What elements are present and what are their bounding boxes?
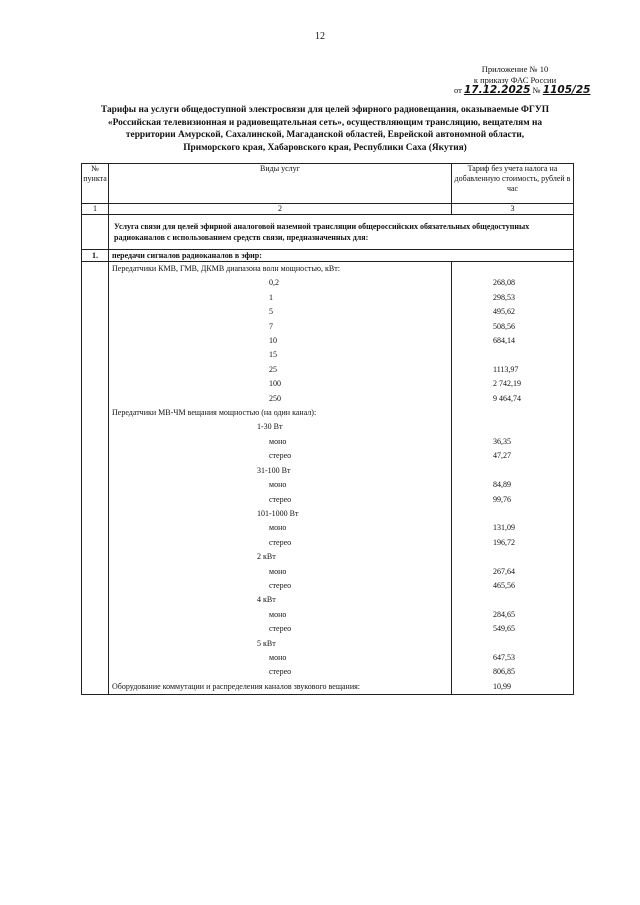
row-number-cell	[82, 622, 109, 636]
service-cell: Передатчики КМВ, ГМВ, ДКМВ диапазона волн мощностью, кВт:	[109, 262, 452, 277]
tariff-cell: 647,53	[452, 651, 574, 665]
item-row	[82, 250, 574, 262]
service-cell: 2 кВт	[109, 550, 452, 564]
table-row	[82, 680, 574, 695]
tariff-cell	[452, 420, 574, 434]
table-row	[82, 550, 574, 564]
service-cell: 15	[109, 348, 452, 362]
table-header-row	[82, 164, 574, 204]
tariff-cell	[452, 550, 574, 564]
table-row	[82, 464, 574, 478]
appendix-block	[440, 64, 590, 96]
row-number-cell	[82, 464, 109, 478]
item-title: передачи сигналов радиоканалов в эфир:	[109, 250, 574, 262]
row-number-cell	[82, 363, 109, 377]
tariff-cell: 99,76	[452, 493, 574, 507]
table-row	[82, 493, 574, 507]
row-number-cell	[82, 507, 109, 521]
tariff-cell: 465,56	[452, 579, 574, 593]
row-number-cell	[82, 392, 109, 406]
row-number-cell	[82, 348, 109, 362]
column-number-row	[82, 204, 574, 215]
tariff-cell	[452, 262, 574, 277]
service-cell: стерео	[109, 665, 452, 679]
appendix-line-1: Приложение № 10	[481, 64, 549, 74]
table-row	[82, 608, 574, 622]
tariff-cell	[452, 507, 574, 521]
service-cell: Оборудование коммутации и распределения каналов звукового вещания:	[109, 680, 452, 695]
service-cell: 101-1000 Вт	[109, 507, 452, 521]
row-number-cell	[82, 406, 109, 420]
table-row	[82, 305, 574, 319]
service-cell: 4 кВт	[109, 593, 452, 607]
row-number-cell	[82, 493, 109, 507]
tariff-cell: 196,72	[452, 536, 574, 550]
service-cell: стерео	[109, 579, 452, 593]
header-tariff: Тариф без учета налога на добавленную стоимость, рублей в час	[452, 164, 574, 204]
table-row	[82, 478, 574, 492]
row-number-cell	[82, 276, 109, 290]
order-number: 1105/25	[542, 84, 591, 96]
tariff-cell: 684,14	[452, 334, 574, 348]
table-row	[82, 363, 574, 377]
service-cell: 0,2	[109, 276, 452, 290]
table-row	[82, 435, 574, 449]
table-row	[82, 507, 574, 521]
table-row	[82, 622, 574, 636]
order-number-prefix: №	[532, 85, 541, 95]
row-number-cell	[82, 536, 109, 550]
service-cell: моно	[109, 651, 452, 665]
header-services: Виды услуг	[109, 164, 452, 204]
service-cell: 7	[109, 320, 452, 334]
tariff-table	[81, 163, 574, 695]
service-cell: 5	[109, 305, 452, 319]
service-cell: стерео	[109, 536, 452, 550]
table-row	[82, 579, 574, 593]
service-cell: 250	[109, 392, 452, 406]
service-cell: стерео	[109, 622, 452, 636]
order-date: 17.12.2025	[463, 84, 531, 96]
tariff-cell: 267,64	[452, 565, 574, 579]
table-row	[82, 536, 574, 550]
table-row	[82, 377, 574, 391]
row-number-cell	[82, 449, 109, 463]
row-number-cell	[82, 665, 109, 679]
row-number-cell	[82, 377, 109, 391]
row-number-cell	[82, 320, 109, 334]
page-number: 12	[315, 31, 325, 42]
item-number: 1.	[82, 250, 109, 262]
table-row	[82, 320, 574, 334]
table-row	[82, 276, 574, 290]
document-title: Тарифы на услуги общедоступной электросвязи для целей эфирного радиовещания, оказываемые ФГУП «Российская телевизионная и радиовещательная сеть», осуществляющим трансляцию, вещателям на территории Амурской, Сахалинской, Магаданской областей, Еврейской автономной области, Приморского края, Хабаровского края, Республики Саха (Якутия)	[100, 105, 550, 153]
tariff-cell: 84,89	[452, 478, 574, 492]
table-row	[82, 521, 574, 535]
service-cell: 10	[109, 334, 452, 348]
row-number-cell	[82, 579, 109, 593]
column-number: 3	[452, 204, 574, 215]
row-number-cell	[82, 435, 109, 449]
table-row	[82, 334, 574, 348]
service-cell: 100	[109, 377, 452, 391]
table-row	[82, 565, 574, 579]
service-cell: 1	[109, 291, 452, 305]
tariff-cell	[452, 406, 574, 420]
tariff-cell: 284,65	[452, 608, 574, 622]
row-number-cell	[82, 680, 109, 695]
section-number-cell	[82, 215, 109, 250]
table-row	[82, 420, 574, 434]
tariff-cell: 10,99	[452, 680, 574, 695]
table-row	[82, 392, 574, 406]
service-cell: моно	[109, 478, 452, 492]
service-cell: стерео	[109, 493, 452, 507]
row-number-cell	[82, 565, 109, 579]
service-cell: 5 кВт	[109, 637, 452, 651]
row-number-cell	[82, 305, 109, 319]
table-row	[82, 593, 574, 607]
tariff-cell: 806,85	[452, 665, 574, 679]
tariff-cell: 131,09	[452, 521, 574, 535]
service-cell: 25	[109, 363, 452, 377]
row-number-cell	[82, 262, 109, 277]
row-number-cell	[82, 291, 109, 305]
tariff-cell: 508,56	[452, 320, 574, 334]
service-cell: 1-30 Вт	[109, 420, 452, 434]
table-row	[82, 637, 574, 651]
row-number-cell	[82, 420, 109, 434]
table-row	[82, 262, 574, 277]
service-cell: моно	[109, 608, 452, 622]
table-row	[82, 406, 574, 420]
tariff-cell: 268,08	[452, 276, 574, 290]
tariff-cell	[452, 348, 574, 362]
header-number: № пункта	[82, 164, 109, 204]
table-row	[82, 348, 574, 362]
service-cell: стерео	[109, 449, 452, 463]
tariff-cell: 495,62	[452, 305, 574, 319]
service-cell: моно	[109, 565, 452, 579]
row-number-cell	[82, 550, 109, 564]
tariff-cell	[452, 464, 574, 478]
section-title: Услуга связи для целей эфирной аналоговой наземной трансляции общероссийских обязательных общедоступных радиоканалов с использованием средств связи, предназначенных для:	[109, 215, 574, 250]
tariff-cell: 2 742,19	[452, 377, 574, 391]
order-reference	[454, 85, 590, 96]
section-row	[82, 215, 574, 250]
row-number-cell	[82, 651, 109, 665]
row-number-cell	[82, 521, 109, 535]
service-cell: Передатчики МВ-ЧМ вещания мощностью (на один канал):	[109, 406, 452, 420]
tariff-cell: 36,35	[452, 435, 574, 449]
tariff-cell	[452, 637, 574, 651]
column-number: 1	[82, 204, 109, 215]
tariff-cell: 298,53	[452, 291, 574, 305]
row-number-cell	[82, 637, 109, 651]
column-number: 2	[109, 204, 452, 215]
service-cell: 31-100 Вт	[109, 464, 452, 478]
table-row	[82, 665, 574, 679]
tariff-cell: 549,65	[452, 622, 574, 636]
service-cell: моно	[109, 521, 452, 535]
order-prefix: от	[454, 85, 462, 95]
table-row	[82, 291, 574, 305]
table-row	[82, 449, 574, 463]
service-cell: моно	[109, 435, 452, 449]
tariff-cell	[452, 593, 574, 607]
tariff-cell: 47,27	[452, 449, 574, 463]
row-number-cell	[82, 593, 109, 607]
tariff-cell: 9 464,74	[452, 392, 574, 406]
row-number-cell	[82, 608, 109, 622]
row-number-cell	[82, 334, 109, 348]
row-number-cell	[82, 478, 109, 492]
appendix-line-2: к приказу ФАС России	[473, 74, 557, 85]
tariff-cell: 1113,97	[452, 363, 574, 377]
table-row	[82, 651, 574, 665]
